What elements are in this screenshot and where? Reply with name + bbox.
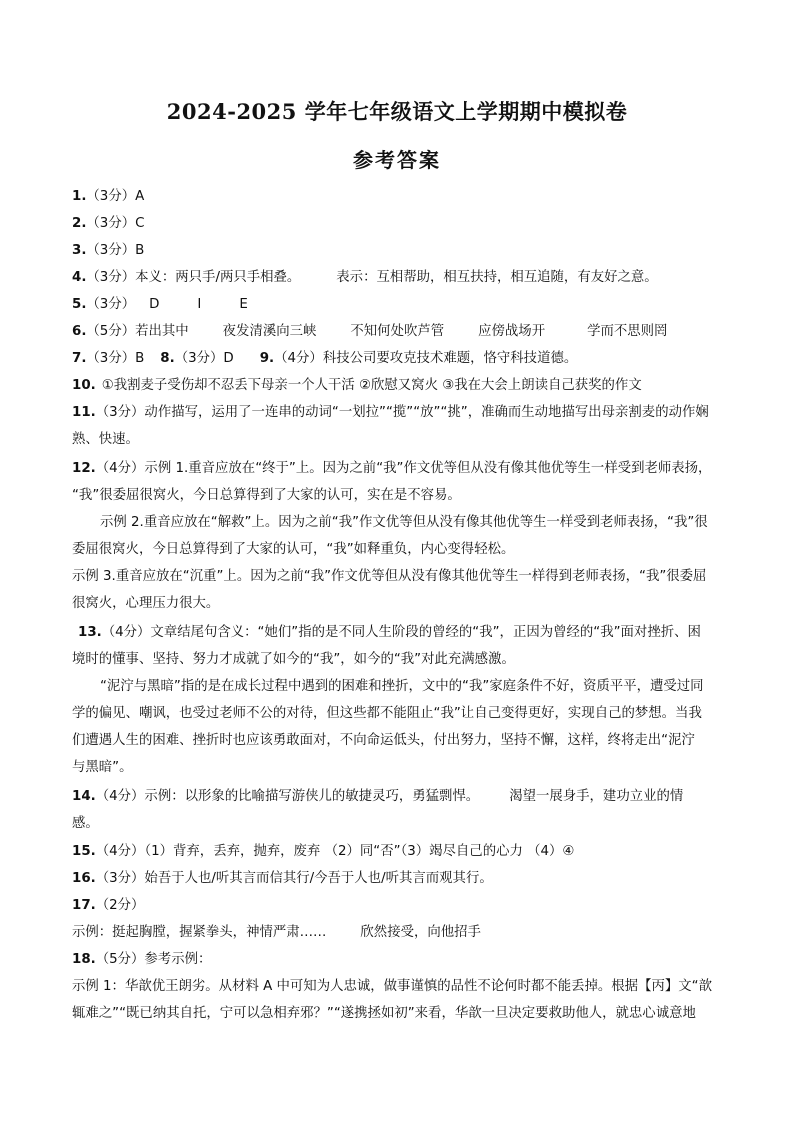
answer-number: 17. xyxy=(72,898,96,913)
page-title: 2024-2025 学年七年级语文上学期期中模拟卷 xyxy=(166,99,628,124)
answer-number: 10. xyxy=(72,378,96,393)
answer-17-line-2 xyxy=(72,924,734,942)
answer-number: 7. xyxy=(72,351,87,366)
answer-text: （3分）始吾于人也/听其言而信其行/今吾于人也/听其言而观其行。 xyxy=(95,871,493,886)
page-subtitle: 参考答案 xyxy=(353,148,441,172)
answer-15 xyxy=(72,843,734,861)
answer-10 xyxy=(72,377,734,395)
answer-7-8-9 xyxy=(72,350,734,368)
answer-text: （4分）科技公司要攻克技术难题，恪守科技道德。 xyxy=(274,351,578,366)
answer-text: （3分） xyxy=(86,297,136,312)
answer-number: 18. xyxy=(72,952,96,967)
answer-18-line-2: 示例 1：华歆优王朗劣。从材料 A 中可知为人忠诚，做事谨慎的品性不论何时都不能丢掉。根据【丙】文“歆 xyxy=(72,979,712,994)
answer-16 xyxy=(72,870,734,888)
answer-6 xyxy=(72,323,734,341)
answer-12-line-4: 委屈很窝火，今日总算得到了大家的认可，“我”如释重负，内心变得轻松。 xyxy=(72,542,515,557)
answer-13-line-5: 们遭遇人生的困难、挫折时也应该勇敢面对，不向命运低头，付出努力，坚持不懈，这样，终将走出“泥泞 xyxy=(72,733,695,748)
answer-text: （2分） xyxy=(95,898,145,913)
answer-17-line-1 xyxy=(72,897,734,915)
answer-1 xyxy=(72,188,734,206)
answer-number: 15. xyxy=(72,844,96,859)
answer-number: 6. xyxy=(72,324,87,339)
answer-number: 4. xyxy=(72,270,87,285)
answer-part: E xyxy=(239,297,248,312)
answer-11-line-1 xyxy=(72,404,734,422)
answer-12-line-1 xyxy=(72,460,734,478)
answer-text: （3分）本义：两只手/两只手相叠。 xyxy=(86,270,301,285)
answer-5 xyxy=(72,296,734,314)
answer-2 xyxy=(72,215,734,233)
answer-18-line-3: 辄难之”“既已纳其自托，宁可以急相弃邪？”“遂携拯如初”来看，华歆一旦决定要救助他人，就忠心诚意地 xyxy=(72,1006,696,1021)
answer-number: 13. xyxy=(78,625,102,640)
answer-text: ①我割麦子受伤却不忍丢下母亲一个人干活 ②欣慰又窝火 ③我在大会上朗读自己获奖的作文 xyxy=(101,378,642,393)
answer-4 xyxy=(72,269,734,287)
answer-number: 9. xyxy=(259,351,275,366)
answer-14-line-2: 感。 xyxy=(72,816,99,831)
answer-text: （4分）示例 1.重音应放在“终于”上。因为之前“我”作文优等但从没有像其他优等生一样受到老师表扬， xyxy=(95,461,712,476)
answer-text: （3分）B xyxy=(86,243,145,258)
answer-12-line-2: “我”很委屈很窝火，今日总算得到了大家的认可，实在是不容易。 xyxy=(72,488,461,503)
answer-number: 14. xyxy=(72,789,96,804)
answer-text: （3分）B xyxy=(86,351,145,366)
answer-part: 夜发清溪向三峡 xyxy=(222,324,317,339)
answer-13-line-6: 与黑暗”。 xyxy=(72,760,133,775)
answer-text: （3分）A xyxy=(86,189,145,204)
answer-number: 12. xyxy=(72,461,96,476)
answer-number: 16. xyxy=(72,871,96,886)
answer-text-example-2: 欣然接受，向他招手 xyxy=(360,925,481,940)
answer-18-line-1 xyxy=(72,951,734,969)
answer-13-line-3: “泥泞与黑暗”指的是在成长过程中遇到的困难和挫折，文中的“我”家庭条件不好，资质平平，遭受过同 xyxy=(100,679,704,694)
answer-text: （4分）（1）背弃，丢弃，抛弃，废弃 （2）同“否”（3）竭尽自己的心力 （4）④ xyxy=(95,844,575,859)
answer-14-line-1 xyxy=(72,788,734,806)
answer-12-line-3: 示例 2.重音应放在“解救”上。因为之前“我”作文优等但从没有像其他优等生一样受到老师表扬，“我”很 xyxy=(100,515,708,530)
answer-text: （5分）若出其中 xyxy=(86,324,189,339)
answer-text: （4分）示例：以形象的比喻描写游侠儿的敏捷灵巧，勇猛剽悍。 xyxy=(95,789,480,804)
answer-number: 1. xyxy=(72,189,87,204)
answer-part: 应傍战场开 xyxy=(478,324,546,339)
answer-number: 2. xyxy=(72,216,87,231)
answer-part: 不知何处吹芦管 xyxy=(350,324,445,339)
answer-text: （4分）文章结尾句含义：“她们”指的是不同人生阶段的曾经的“我”，正因为曾经的“我”面对挫折、困 xyxy=(101,625,701,640)
answer-text: （3分）动作描写，运用了一连串的动词“一划拉”“揽”“放”“挑”，准确而生动地描写出母亲割麦的动作娴 xyxy=(95,405,709,420)
answer-text: （5分）参考示例： xyxy=(95,952,212,967)
answer-part: 学而不思则罔 xyxy=(587,324,668,339)
answer-number: 8. xyxy=(160,351,175,366)
answer-text-meaning: 表示：互相帮助，相互扶持，相互追随，有友好之意。 xyxy=(336,270,658,285)
answer-number: 5. xyxy=(72,297,87,312)
answer-part: I xyxy=(197,297,202,312)
answer-11-line-2: 熟、快速。 xyxy=(72,432,139,447)
answer-3 xyxy=(72,242,734,260)
answer-text-emotion: 渴望一展身手，建功立业的情 xyxy=(509,789,684,804)
answer-text: （3分）D xyxy=(174,351,234,366)
answer-13-line-2: 境时的懂事、坚持、努力才成就了如今的“我”，如今的“我”对此充满感激。 xyxy=(72,652,515,667)
answer-13-line-4: 学的偏见、嘲讽，也受过老师不公的对待，但这些都不能阻止“我”让自己变得更好，实现自己的梦想。当我 xyxy=(72,706,702,721)
answer-12-line-5: 示例 3.重音应放在“沉重”上。因为之前“我”作文优等但从没有像其他优等生一样得到老师表扬，“我”很委屈 xyxy=(72,569,707,584)
answer-13-line-1 xyxy=(78,624,734,642)
answer-part: D xyxy=(149,297,160,312)
answer-text: （3分）C xyxy=(86,216,145,231)
answer-text-example: 示例：挺起胸膛，握紧拳头，神情严肃…… xyxy=(72,925,327,940)
answer-number: 11. xyxy=(72,405,96,420)
answer-12-line-6: 很窝火，心理压力很大。 xyxy=(72,596,220,611)
answer-number: 3. xyxy=(72,243,87,258)
